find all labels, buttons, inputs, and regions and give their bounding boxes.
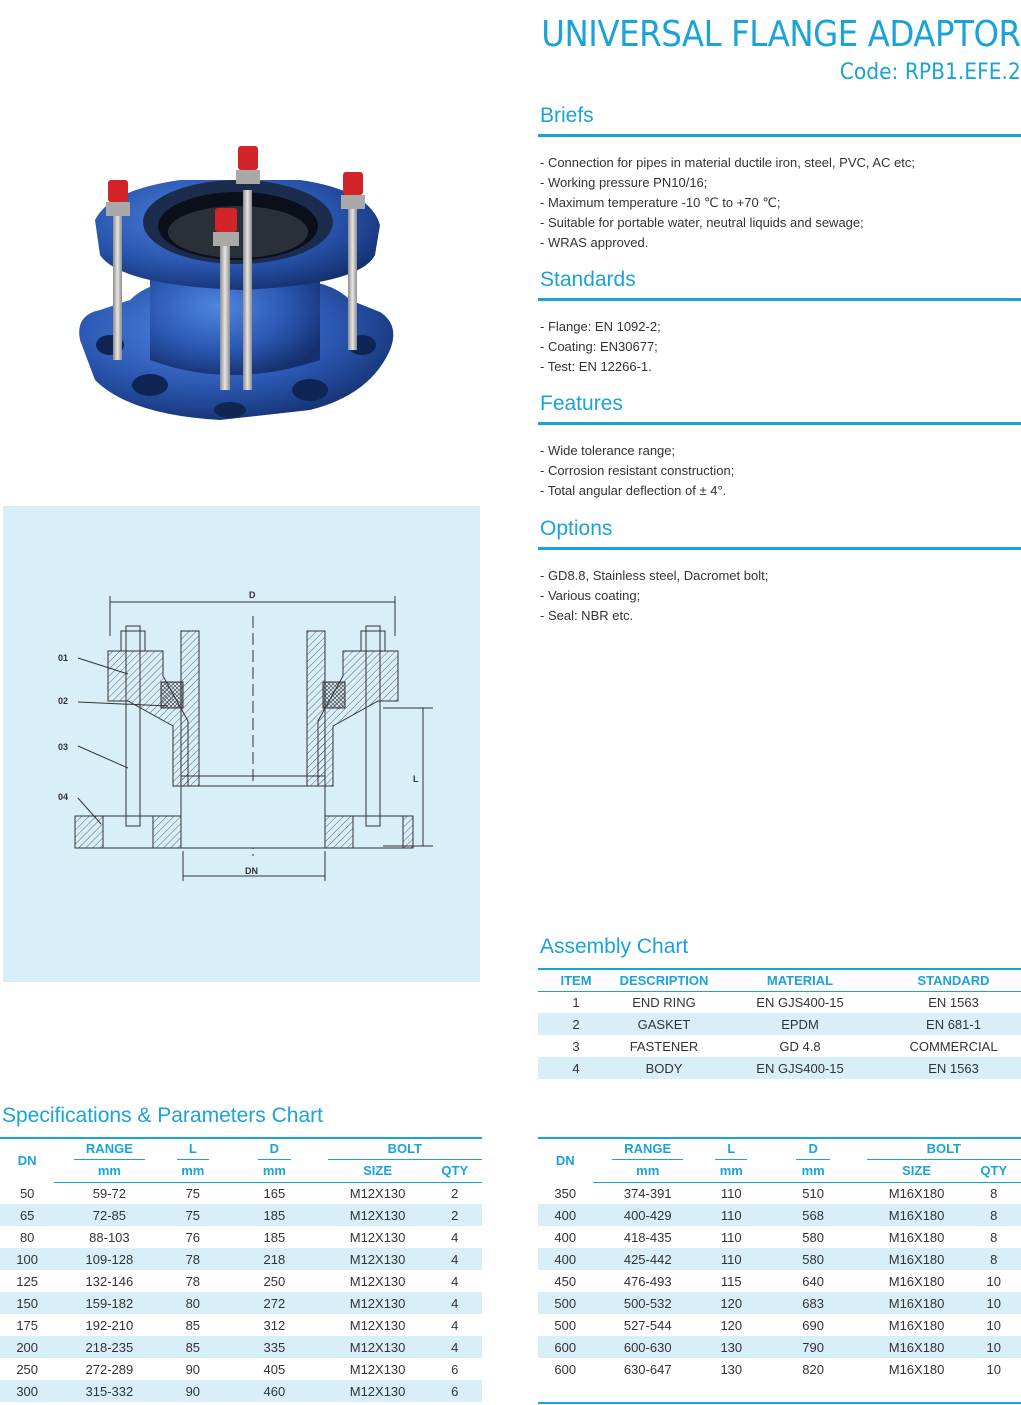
product-code: Code: RPB1.EFE.2 (839, 60, 1021, 85)
table-cell: 80 (164, 1292, 221, 1314)
spec-unit-l: mm (164, 1160, 221, 1182)
table-row (538, 1204, 1021, 1226)
table-cell: 2 (538, 1013, 614, 1035)
table-row (538, 1226, 1021, 1248)
table-cell: M12X130 (349, 1273, 406, 1289)
spec-header-range: RANGE (54, 1138, 164, 1160)
assembly-header-material: MATERIAL (714, 969, 886, 991)
table-cell: 315-332 (54, 1380, 164, 1402)
table-cell: END RING (632, 994, 696, 1010)
table-cell: 400 (538, 1204, 593, 1226)
dim-dn-label: DN (245, 866, 258, 876)
table-cell: M12X130 (328, 1248, 428, 1270)
table-cell: 580 (760, 1248, 867, 1270)
table-cell: 500 (538, 1292, 593, 1314)
spec-header-dn: DN (538, 1138, 593, 1182)
table-cell: 600 (538, 1336, 593, 1358)
page-title: UNIVERSAL FLANGE ADAPTOR (541, 14, 1021, 55)
table-cell: EN 1563 (886, 1057, 1021, 1079)
table-cell: FASTENER (629, 1038, 699, 1054)
table-cell: 4 (451, 1317, 459, 1333)
table-cell: 120 (703, 1292, 760, 1314)
table-cell: 580 (802, 1229, 824, 1245)
standards-section (538, 268, 1021, 377)
table-cell: 175 (16, 1317, 39, 1333)
drawing-svg (3, 506, 480, 982)
spec-unit-size: SIZE (867, 1160, 967, 1182)
briefs-item: - Connection for pipes in material ductile iron, steel, PVC, AC etc; (540, 155, 916, 170)
table-cell: 400 (538, 1248, 593, 1270)
table-cell: 75 (185, 1185, 201, 1201)
spec-unit-qty: QTY (428, 1160, 482, 1182)
table-cell: 10 (986, 1273, 1002, 1289)
table-cell: 400-429 (593, 1204, 703, 1226)
assembly-header-item: ITEM (538, 969, 614, 991)
table-cell: 125 (16, 1273, 39, 1289)
options-section (538, 517, 1021, 626)
table-cell: 4 (451, 1273, 459, 1289)
table-cell: 630-647 (623, 1361, 672, 1377)
spec-unit-d: mm (760, 1160, 867, 1182)
table-row (538, 1292, 1021, 1314)
dim-d-label: D (249, 590, 256, 600)
table-cell: 130 (720, 1361, 743, 1377)
spec-title: Specifications & Parameters Chart (2, 1104, 323, 1127)
table-cell: 300 (0, 1380, 54, 1402)
table-cell: 272 (221, 1292, 327, 1314)
table-cell: 110 (720, 1185, 742, 1201)
spec-header-range: RANGE (593, 1138, 703, 1160)
table-cell: 425-442 (593, 1248, 703, 1270)
table-cell: 600-630 (593, 1336, 703, 1358)
table-cell: 218-235 (54, 1336, 164, 1358)
table-cell: 59-72 (92, 1185, 127, 1201)
table-cell: M16X180 (888, 1317, 945, 1333)
table-cell: 4 (428, 1336, 482, 1358)
part-04-label: 04 (58, 792, 69, 802)
table-cell: 4 (451, 1229, 459, 1245)
table-cell: 80 (19, 1229, 35, 1245)
table-cell: EN GJS400-15 (756, 994, 844, 1010)
bottom-rule (538, 1402, 1021, 1404)
table-row (0, 1270, 482, 1292)
table-cell: 100 (0, 1248, 54, 1270)
table-row (538, 991, 1021, 1013)
table-cell: 690 (802, 1317, 824, 1333)
spec-header-bolt: BOLT (328, 1138, 482, 1160)
table-row (0, 1380, 482, 1402)
table-cell: M12X130 (349, 1317, 406, 1333)
table-cell: 90 (185, 1361, 201, 1377)
table-row (0, 1226, 482, 1248)
standards-heading: Standards (540, 268, 636, 291)
briefs-heading: Briefs (540, 104, 594, 127)
spec-unit-range: mm (54, 1160, 164, 1182)
table-cell: 2 (428, 1204, 482, 1226)
spec-header-l: L (703, 1138, 760, 1160)
table-cell: 4 (538, 1057, 614, 1079)
table-cell: 350 (554, 1185, 577, 1201)
features-item: - Corrosion resistant construction; (540, 463, 735, 478)
table-cell: 510 (802, 1185, 824, 1201)
spec-header-d: D (760, 1138, 867, 1160)
briefs-item: - Maximum temperature -10 ℃ to +70 ℃; (540, 195, 781, 210)
table-cell: COMMERCIAL (909, 1038, 998, 1054)
table-cell: 109-128 (54, 1248, 164, 1270)
table-row (538, 1013, 1021, 1035)
product-image (70, 140, 400, 430)
technical-drawing (3, 506, 480, 982)
table-cell: 72-85 (54, 1204, 164, 1226)
table-row (0, 1182, 482, 1204)
table-cell: M12X130 (328, 1380, 428, 1402)
table-cell: 312 (263, 1317, 286, 1333)
briefs-item: - WRAS approved. (540, 235, 649, 250)
table-row (0, 1248, 482, 1270)
table-row (538, 1248, 1021, 1270)
table-cell: 110 (720, 1229, 742, 1245)
table-cell: 10 (967, 1336, 1021, 1358)
table-cell: 600 (554, 1361, 577, 1377)
standards-rule (538, 298, 1021, 301)
table-cell: EN 1563 (928, 994, 979, 1010)
table-cell: 405 (263, 1361, 286, 1377)
table-cell: EPDM (714, 1013, 886, 1035)
table-cell: 418-435 (623, 1229, 672, 1245)
table-cell: 10 (967, 1292, 1021, 1314)
table-cell: 683 (760, 1292, 867, 1314)
table-cell: 250 (263, 1273, 286, 1289)
table-cell: M12X130 (328, 1336, 428, 1358)
table-cell: M16X180 (867, 1292, 967, 1314)
features-heading: Features (540, 392, 623, 415)
table-cell: 76 (185, 1229, 201, 1245)
spec-unit-qty: QTY (967, 1160, 1021, 1182)
spec-unit-range: mm (593, 1160, 703, 1182)
table-cell: 450 (554, 1273, 577, 1289)
table-cell: EN GJS400-15 (714, 1057, 886, 1079)
table-cell: GD 4.8 (779, 1038, 821, 1054)
dim-l-label: L (413, 774, 419, 784)
table-cell: 640 (802, 1273, 824, 1289)
assembly-title: Assembly Chart (540, 935, 689, 958)
table-cell: 88-103 (89, 1229, 130, 1245)
table-cell: 790 (760, 1336, 867, 1358)
table-cell: 150 (0, 1292, 54, 1314)
table-cell: 820 (802, 1361, 824, 1377)
table-cell: 185 (263, 1229, 286, 1245)
features-section (538, 392, 1021, 501)
standards-item: - Test: EN 12266-1. (540, 359, 652, 374)
briefs-section (538, 104, 1021, 253)
table-cell: 6 (451, 1361, 459, 1377)
table-cell: 8 (967, 1248, 1021, 1270)
part-01-label: 01 (58, 653, 69, 663)
table-row (0, 1358, 482, 1380)
table-cell: 85 (185, 1317, 201, 1333)
table-cell: M16X180 (867, 1336, 967, 1358)
table-cell: 165 (263, 1185, 286, 1201)
table-cell: 335 (221, 1336, 327, 1358)
table-row (538, 1336, 1021, 1358)
briefs-item: - Suitable for portable water, neutral liquids and sewage; (540, 215, 864, 230)
table-cell: 4 (428, 1248, 482, 1270)
table-row (538, 1182, 1021, 1204)
table-cell: 250 (16, 1361, 39, 1377)
briefs-rule (538, 134, 1021, 137)
table-row (538, 1057, 1021, 1079)
table-cell: 159-182 (54, 1292, 164, 1314)
table-cell: 78 (185, 1273, 201, 1289)
table-row (538, 1035, 1021, 1057)
table-cell: 75 (164, 1204, 221, 1226)
assembly-header-description: DESCRIPTION (614, 969, 714, 991)
assembly-header-standard: STANDARD (886, 969, 1021, 991)
table-cell: 8 (990, 1185, 998, 1201)
standards-item: - Coating: EN30677; (540, 339, 658, 354)
table-cell: 110 (703, 1248, 760, 1270)
table-cell: 500-532 (593, 1292, 703, 1314)
table-row (0, 1314, 482, 1336)
briefs-item: - Working pressure PN10/16; (540, 175, 708, 190)
table-cell: M16X180 (888, 1185, 945, 1201)
table-cell: 90 (164, 1380, 221, 1402)
table-cell: 10 (986, 1317, 1002, 1333)
table-cell: BODY (614, 1057, 714, 1079)
features-item: - Wide tolerance range; (540, 443, 676, 458)
table-cell: 218 (221, 1248, 327, 1270)
spec-header-l: L (164, 1138, 221, 1160)
table-cell: M16X180 (867, 1204, 967, 1226)
table-row (0, 1204, 482, 1226)
table-cell: 500 (554, 1317, 577, 1333)
table-cell: 132-146 (85, 1273, 134, 1289)
table-row (538, 1358, 1021, 1380)
table-cell: 10 (986, 1361, 1002, 1377)
table-cell: GASKET (614, 1013, 714, 1035)
table-cell: M16X180 (888, 1361, 945, 1377)
table-cell: 65 (0, 1204, 54, 1226)
table-cell: 476-493 (623, 1273, 672, 1289)
table-row (0, 1336, 482, 1358)
spec-table-left (0, 1137, 482, 1402)
options-item: - Various coating; (540, 588, 641, 603)
spec-unit-l: mm (703, 1160, 760, 1182)
options-heading: Options (540, 517, 613, 540)
table-cell: 200 (0, 1336, 54, 1358)
features-item: - Total angular deflection of ± 4°. (540, 483, 727, 498)
table-cell: 185 (221, 1204, 327, 1226)
options-item: - Seal: NBR etc. (540, 608, 634, 623)
table-cell: 78 (164, 1248, 221, 1270)
table-cell: M12X130 (349, 1229, 406, 1245)
table-cell: 1 (572, 994, 580, 1010)
table-cell: 115 (720, 1273, 742, 1289)
table-cell: 2 (451, 1185, 459, 1201)
features-rule (538, 422, 1021, 425)
table-cell: M12X130 (349, 1185, 406, 1201)
options-rule (538, 547, 1021, 550)
table-cell: EN 681-1 (886, 1013, 1021, 1035)
table-cell: 460 (221, 1380, 327, 1402)
table-cell: 8 (990, 1229, 998, 1245)
table-cell: 120 (720, 1317, 743, 1333)
table-cell: 192-210 (85, 1317, 134, 1333)
table-cell: 8 (967, 1204, 1021, 1226)
table-row (538, 1270, 1021, 1292)
part-03-label: 03 (58, 742, 69, 752)
table-cell: M12X130 (328, 1204, 428, 1226)
spec-unit-size: SIZE (328, 1160, 428, 1182)
table-cell: 272-289 (85, 1361, 134, 1377)
spec-unit-d: mm (221, 1160, 327, 1182)
table-cell: 400 (554, 1229, 577, 1245)
table-cell: 527-544 (623, 1317, 672, 1333)
table-cell: M16X180 (867, 1248, 967, 1270)
table-row (538, 1314, 1021, 1336)
table-cell: 4 (428, 1292, 482, 1314)
options-item: - GD8.8, Stainless steel, Dacromet bolt; (540, 568, 769, 583)
spec-header-d: D (221, 1138, 327, 1160)
table-cell: 568 (760, 1204, 867, 1226)
spec-header-dn: DN (0, 1138, 54, 1182)
table-cell: 130 (703, 1336, 760, 1358)
table-cell: M16X180 (888, 1273, 945, 1289)
table-cell: M16X180 (888, 1229, 945, 1245)
table-cell: M12X130 (328, 1292, 428, 1314)
standards-item: - Flange: EN 1092-2; (540, 319, 661, 334)
table-cell: 6 (428, 1380, 482, 1402)
part-02-label: 02 (58, 696, 69, 706)
table-cell: 110 (703, 1204, 760, 1226)
table-cell: 50 (19, 1185, 35, 1201)
spec-table-right (538, 1137, 1021, 1380)
spec-header-bolt: BOLT (867, 1138, 1021, 1160)
assembly-table (538, 968, 1021, 1079)
table-cell: M12X130 (349, 1361, 406, 1377)
table-cell: 85 (164, 1336, 221, 1358)
table-row (0, 1292, 482, 1314)
table-cell: 3 (572, 1038, 580, 1054)
table-cell: 374-391 (623, 1185, 672, 1201)
